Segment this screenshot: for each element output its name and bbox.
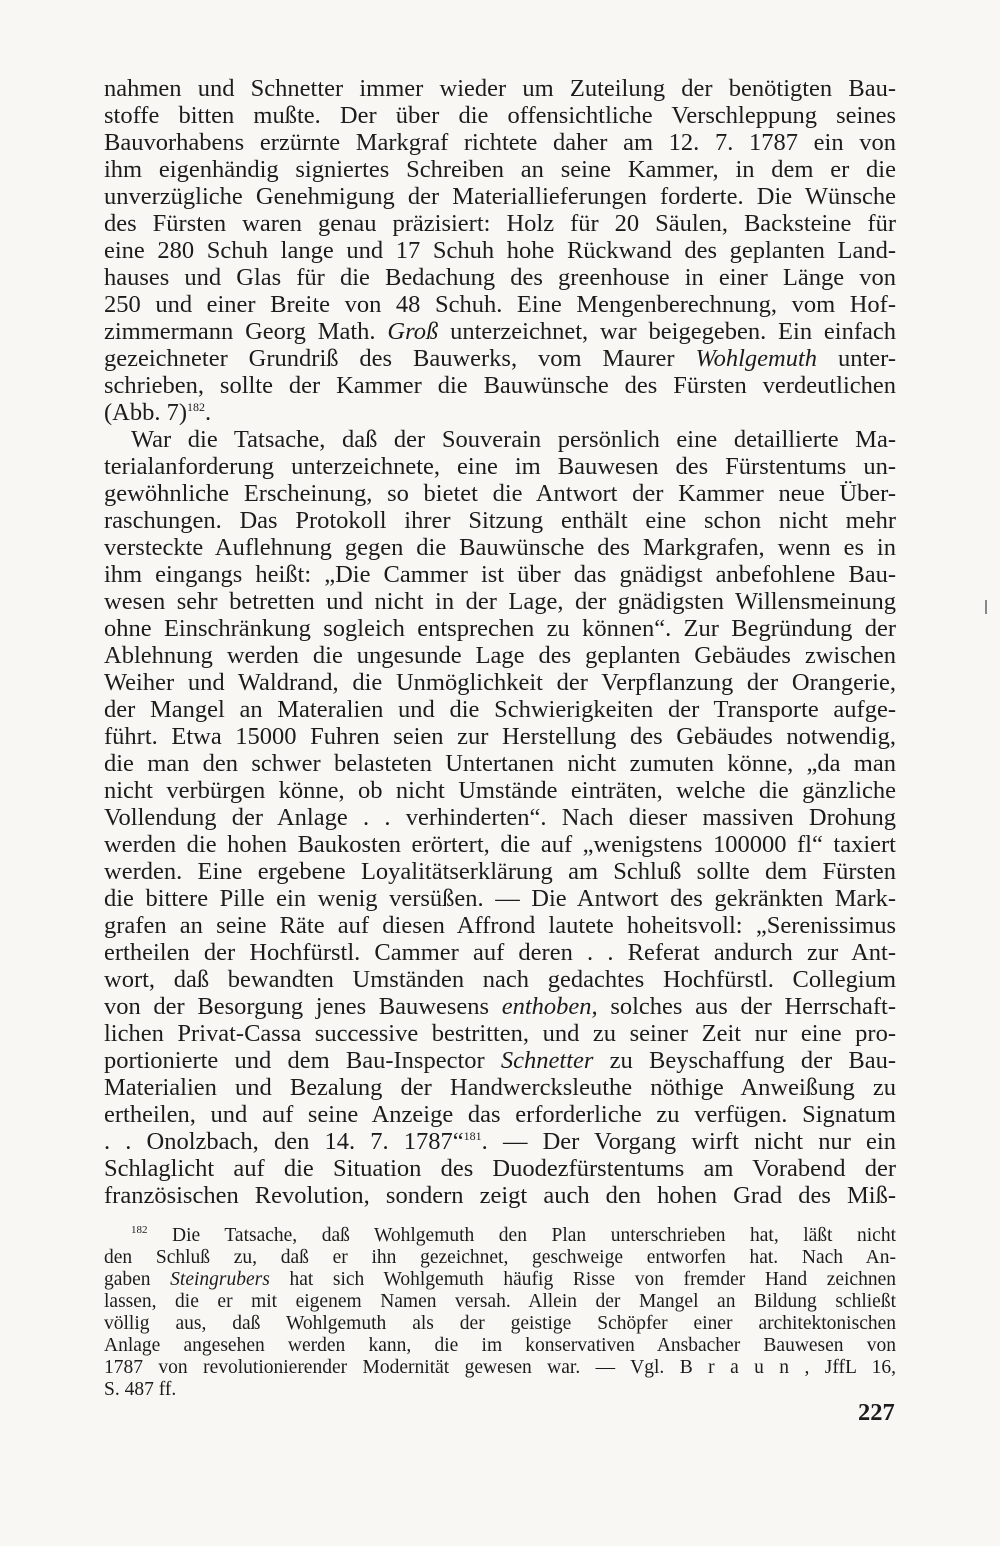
text-line: Ablehnung werden die ungesunde Lage des geplanten Gebäudes zwischen bbox=[104, 642, 896, 669]
text-line: War die Tatsache, daß der Souverain persönlich eine detaillierte Ma- bbox=[131, 426, 896, 453]
text-line: Schlaglicht auf die Situation des Duodezfürstentums am Vorabend der bbox=[104, 1155, 896, 1182]
text-line: Weiher und Waldrand, die Unmöglichkeit der Verpflanzung der Orangerie, bbox=[104, 669, 896, 696]
text-line: werden. Eine ergebene Loyalitätserklärung am Schluß sollte dem Fürsten bbox=[104, 858, 896, 885]
text-span: . bbox=[205, 399, 212, 426]
text-line: 250 und einer Breite von 48 Schuh. Eine Mengenberechnung, vom Hof- bbox=[104, 291, 896, 318]
text-line bbox=[104, 319, 896, 345]
scan-edge-mark bbox=[985, 600, 987, 614]
italic-name: Wohlgemuth bbox=[695, 345, 818, 372]
text-line bbox=[104, 346, 896, 372]
italic-name: Schnetter bbox=[500, 1047, 594, 1074]
text-span: solches aus der Herrschaft- bbox=[597, 993, 896, 1020]
footnote-line: lassen, die er mit eigenem Namen versah. Allein der Mangel an Bildung schließt bbox=[104, 1291, 896, 1312]
text-line: nicht verbürgen könne, ob nicht Umstände einträten, welche die gänzliche bbox=[104, 777, 896, 804]
text-span: zimmermann Georg Math. bbox=[104, 318, 388, 345]
text-span: portionierte und dem Bau-Inspector bbox=[104, 1047, 501, 1074]
text-line: unverzügliche Genehmigung der Materiallieferungen forderte. Die Wünsche bbox=[104, 183, 896, 210]
footnote-line bbox=[104, 1269, 896, 1291]
text-line: grafen an seine Räte auf diesen Affrond lautete hoheitsvoll: „Serenissimus bbox=[104, 912, 896, 939]
text-line: wesen sehr betretten und nicht in der Lage, der gnädigsten Willensmeinung bbox=[104, 588, 896, 615]
text-line: ohne Einschränkung sogleich entsprechen zu können“. Zur Begründung der bbox=[104, 615, 896, 642]
text-line bbox=[104, 1048, 896, 1074]
text-line: nahmen und Schnetter immer wieder um Zuteilung der benötigten Bau- bbox=[104, 75, 896, 102]
text-line: ihm eigenhändig signiertes Schreiben an seine Kammer, in dem er die bbox=[104, 156, 896, 183]
text-line bbox=[104, 400, 896, 426]
text-line: ertheilen, und auf seine Anzeige das erforderliche zu verfügen. Signatum bbox=[104, 1101, 896, 1128]
text-line: wort, daß bewandten Umständen nach gedachtes Hochfürstl. Collegium bbox=[104, 966, 896, 993]
text-line: Vollendung der Anlage . . verhinderten“. Nach dieser massiven Drohung bbox=[104, 804, 896, 831]
text-span: von der Besorgung jenes Bauwesens bbox=[104, 993, 502, 1020]
text-line: hauses und Glas für die Bedachung des greenhouse in einer Länge von bbox=[104, 264, 896, 291]
text-line bbox=[104, 1129, 896, 1155]
text-line: die bittere Pille ein wenig versüßen. — Die Antwort des gekränkten Mark- bbox=[104, 885, 896, 912]
footnote-number: 182 bbox=[131, 1224, 148, 1236]
text-span: gezeichneter Grundriß des Bauwerks, vom Maurer bbox=[104, 345, 696, 372]
text-span: unter- bbox=[817, 345, 896, 372]
text-span: gaben bbox=[104, 1269, 171, 1290]
text-line: des Fürsten waren genau präzisiert: Holz für 20 Säulen, Backsteine für bbox=[104, 210, 896, 237]
text-span: (Abb. 7) bbox=[104, 399, 188, 426]
italic-name: Steingrubers bbox=[170, 1269, 270, 1290]
footnote-line: den Schluß zu, daß er ihn gezeichnet, geschweige entworfen hat. Nach An- bbox=[104, 1247, 896, 1268]
text-span: hat sich Wohlgemuth häufig Risse von fremder Hand zeichnen bbox=[269, 1269, 896, 1290]
text-line: lichen Privat-Cassa successive bestritten, und zu seiner Zeit nur eine pro- bbox=[104, 1020, 896, 1047]
text-line: stoffe bitten mußte. Der über die offensichtliche Verschleppung seines bbox=[104, 102, 896, 129]
text-span: Die Tatsache, daß Wohlgemuth den Plan unterschrieben hat, läßt nicht bbox=[147, 1225, 896, 1246]
text-line: schrieben, sollte der Kammer die Bauwünsche des Fürsten verdeutlichen bbox=[104, 372, 896, 399]
text-line: versteckte Auflehnung gegen die Bauwünsche des Markgrafen, wenn es in bbox=[104, 534, 896, 561]
text-span: . . Onolzbach, den 14. 7. 1787“ bbox=[104, 1128, 464, 1155]
text-line: eine 280 Schuh lange und 17 Schuh hohe Rückwand des geplanten Land- bbox=[104, 237, 896, 264]
footnote-line bbox=[131, 1225, 896, 1247]
text-line bbox=[104, 994, 896, 1020]
footnote-line: 1787 von revolutionierender Modernität gewesen war. — Vgl. B r a u n , JffL 16, bbox=[104, 1357, 896, 1378]
text-line: ertheilen der Hochfürstl. Cammer auf deren . . Referat andurch zur Ant- bbox=[104, 939, 896, 966]
text-line: gewöhnliche Erscheinung, so bietet die Antwort der Kammer neue Über- bbox=[104, 480, 896, 507]
footnote-line: Anlage angesehen werden kann, die im konservativen Ansbacher Bauwesen von bbox=[104, 1335, 896, 1356]
text-line: terialanforderung unterzeichnete, eine im Bauwesen des Fürstentums un- bbox=[104, 453, 896, 480]
page-number: 227 bbox=[858, 1399, 895, 1426]
text-line: ihm eingangs heißt: „Die Cammer ist über das gnädigst anbefohlene Bau- bbox=[104, 561, 896, 588]
text-span: zu Beyschaffung der Bau- bbox=[593, 1047, 896, 1074]
text-line: der Mangel an Materalien und die Schwierigkeiten der Transporte aufge- bbox=[104, 696, 896, 723]
italic-word: enthoben, bbox=[501, 993, 598, 1020]
footnote-ref: 182 bbox=[187, 400, 206, 414]
text-line: französischen Revolution, sondern zeigt auch den hohen Grad des Miß- bbox=[104, 1182, 896, 1209]
text-line: die man den schwer belasteten Untertanen nicht zumuten könne, „da man bbox=[104, 750, 896, 777]
text-line: Bauvorhabens erzürnte Markgraf richtete daher am 12. 7. 1787 ein von bbox=[104, 129, 896, 156]
italic-name: Groß bbox=[387, 318, 439, 345]
text-line: raschungen. Das Protokoll ihrer Sitzung enthält eine schon nicht mehr bbox=[104, 507, 896, 534]
footnote-line: völlig aus, daß Wohlgemuth als der geistige Schöpfer einer architektonischen bbox=[104, 1313, 896, 1334]
footnote-line: S. 487 ff. bbox=[104, 1379, 177, 1400]
text-line: führt. Etwa 15000 Fuhren seien zur Herstellung des Gebäudes notwendig, bbox=[104, 723, 896, 750]
text-line: werden die hohen Baukosten erörtert, die auf „wenigstens 100000 fl“ taxiert bbox=[104, 831, 896, 858]
text-line: Materialien und Bezalung der Handwercksleuthe nöthige Anweißung zu bbox=[104, 1074, 896, 1101]
footnote-ref: 181 bbox=[463, 1129, 482, 1143]
text-span: unterzeichnet, war beigegeben. Ein einfach bbox=[438, 318, 897, 345]
text-span: . — Der Vorgang wirft nicht nur ein bbox=[481, 1128, 896, 1155]
